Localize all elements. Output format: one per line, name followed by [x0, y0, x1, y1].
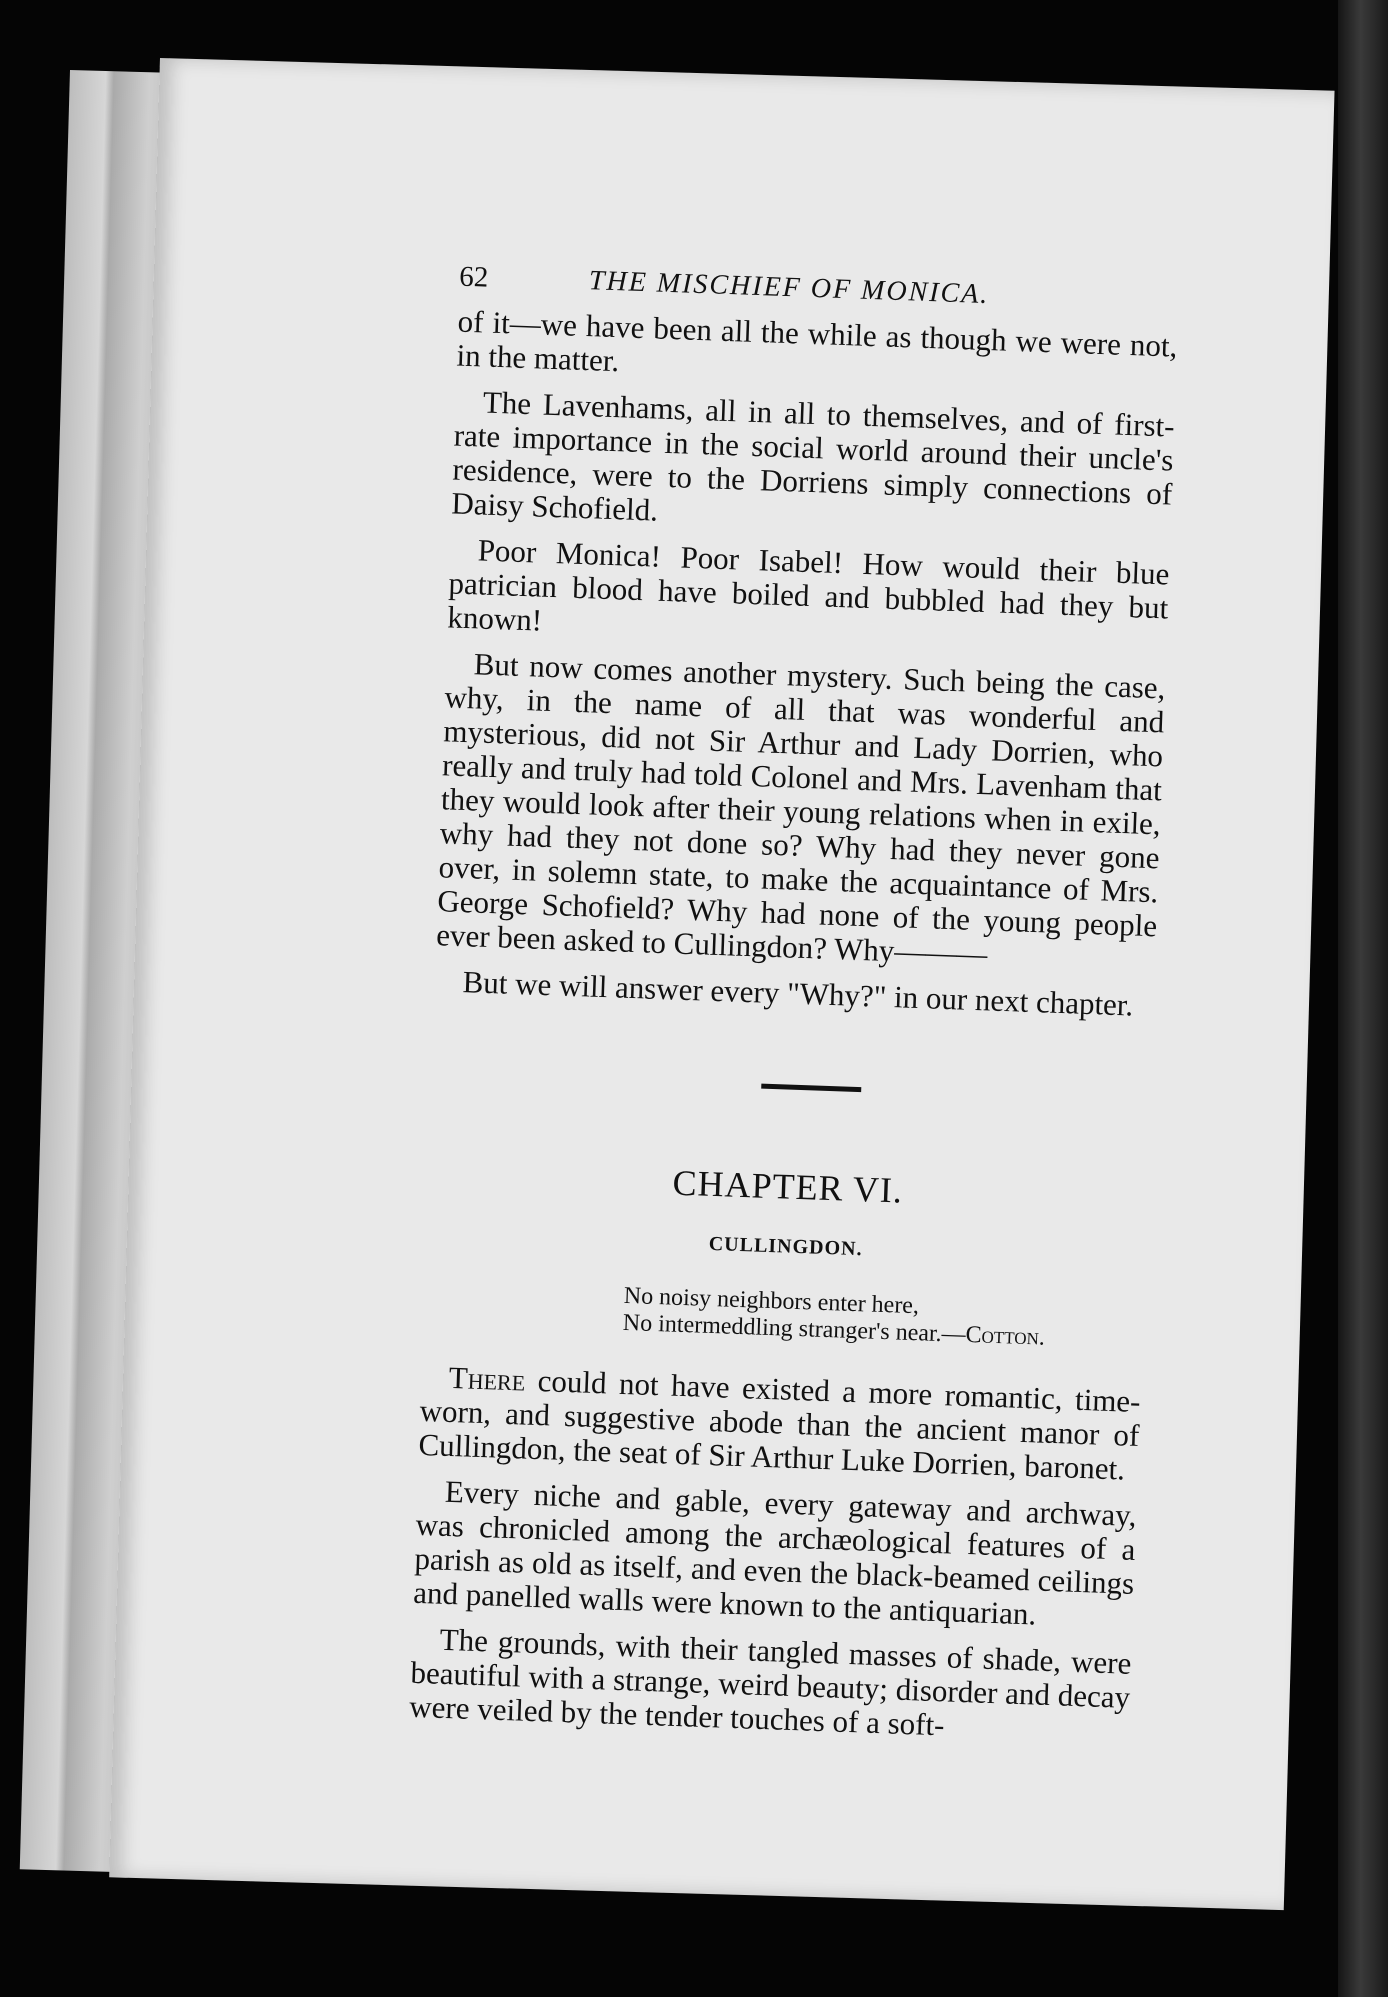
epigraph-line: No intermeddling stranger's near.—: [622, 1309, 967, 1348]
page-content: [246, 255, 1279, 1828]
paragraph: [418, 1360, 1141, 1487]
paragraph: But we will answer every "Why?" in our next chapter.: [462, 964, 1134, 1023]
epigraph-line: No noisy neighbors enter here,: [623, 1282, 920, 1320]
epigraph-attribution: Cotton.: [965, 1321, 1046, 1351]
facing-page-edge: [1338, 0, 1388, 1997]
text-block-after: [249, 1354, 1241, 1752]
paragraph: The Lavenhams, all in all to themselves, and of first-rate importance in the social world around their uncle's residence, were to the Dorriens simply connections of Daisy Schofield.: [450, 384, 1176, 528]
chapter-title: CHAPTER VI.: [671, 1162, 904, 1211]
paragraph-text: could not have existed a more romantic, time-worn, and suggestive abode than the ancient manor of Cullingdon, the seat of Sir Arthur Luke Dorrien, baronet.: [417, 1362, 1142, 1487]
section-rule: [761, 1084, 861, 1092]
chapter-subtitle: CULLINGDON.: [708, 1232, 863, 1261]
epigraph: [622, 1283, 1244, 1359]
paragraph: But now comes another mystery. Such being the case, why, in the name of all that was wonderful and mysterious, did not Sir Arthur and Lady Dorrien, who really and truly had told Colonel and Mrs. Lavenham that they would look after their young relations when in exile, why had they not done so? Why had they never gone over, in solemn state, to make the acquaintance of Mrs. George Schofield? Why had none of the young people ever been asked to Cullingdon? Why———: [435, 646, 1167, 972]
paragraph: Poor Monica! Poor Isabel! How would their blue patrician blood have boiled and bubbled had they but known!: [446, 532, 1171, 638]
text-block-before: [274, 299, 1278, 1027]
paragraph-lead: There: [448, 1359, 526, 1398]
book-title: THE MISCHIEF OF MONICA.: [588, 265, 990, 311]
paragraph: of it—we have been all the while as though we were not, in the matter.: [455, 303, 1178, 379]
paragraph: Every niche and gable, every gateway and archway, was chronicled among the archæological features of a parish as old as itself, and even the black-beamed ceilings and panelled walls were known to the antiquarian.: [412, 1473, 1138, 1632]
paragraph: The grounds, with their tangled masses of shade, were beautiful with a strange, weird beauty; disorder and decay were veiled by the tender touches of a soft-: [408, 1621, 1132, 1743]
page-number: 62: [458, 260, 489, 294]
